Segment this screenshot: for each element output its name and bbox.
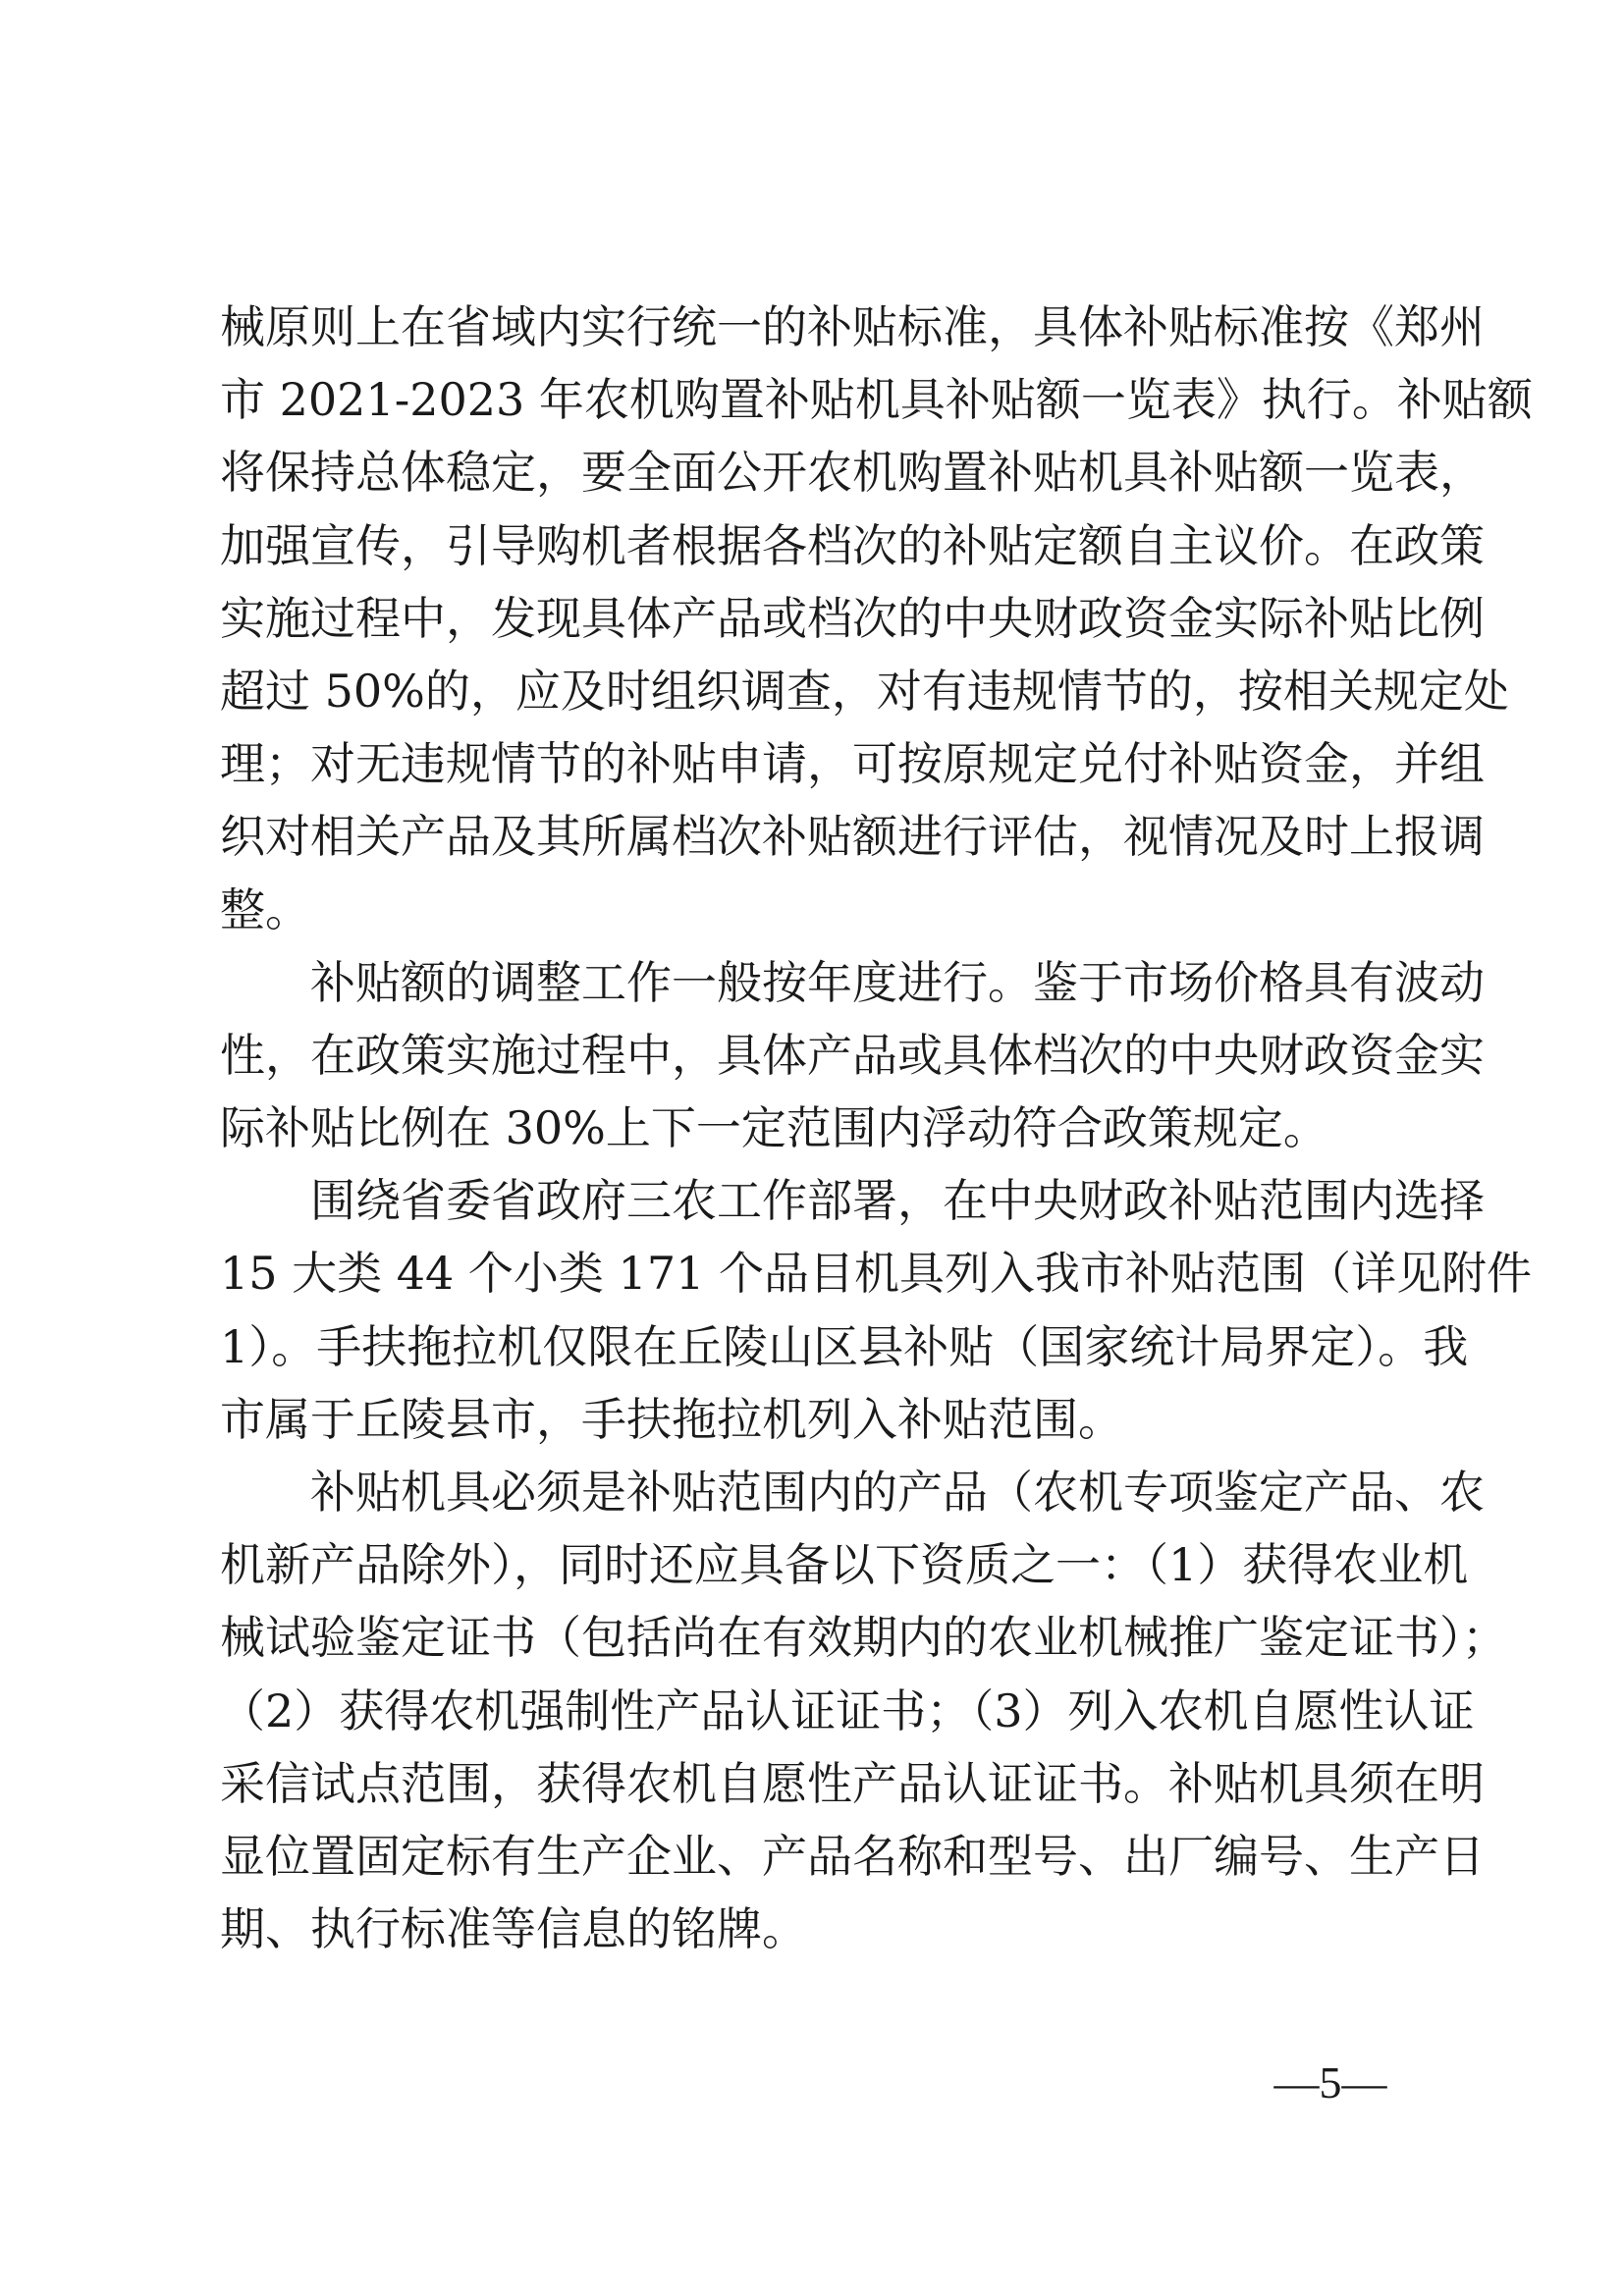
text-line: 将保持总体稳定，要全面公开农机购置补贴机具补贴额一览表， — [220, 446, 1485, 500]
text-line: 市属于丘陵县市，手扶拖拉机列入补贴范围。 — [220, 1392, 1123, 1446]
text-line: （2）获得农机强制性产品认证证书；（3）列入农机自愿性认证 — [220, 1683, 1475, 1737]
text-line: 理；对无违规情节的补贴申请，可按原规定兑付补贴资金，并组 — [220, 737, 1485, 791]
text-line: 织对相关产品及其所属档次补贴额进行评估，视情况及时上报调 — [220, 810, 1485, 864]
text-line: 围绕省委省政府三农工作部署，在中央财政补贴范围内选择 — [310, 1174, 1485, 1228]
text-line: 补贴机具必须是补贴范围内的产品（农机专项鉴定产品、农 — [310, 1466, 1485, 1519]
text-line: 械试验鉴定证书（包括尚在有效期内的农业机械推广鉴定证书）； — [220, 1611, 1507, 1665]
text-line: 1）。手扶拖拉机仅限在丘陵山区县补贴（国家统计局界定）。我 — [220, 1319, 1469, 1373]
text-line: 超过 50%的，应及时组织调查，对有违规情节的，按相关规定处 — [220, 664, 1509, 718]
page-number: —5— — [1273, 2057, 1387, 2108]
text-line: 15 大类 44 个小类 171 个品目机具列入我市补贴范围（详见附件 — [220, 1247, 1532, 1301]
text-line: 机新产品除外），同时还应具备以下资质之一：（1）获得农业机 — [220, 1538, 1469, 1592]
text-line: 整。 — [220, 882, 310, 936]
text-line: 采信试点范围，获得农机自愿性产品认证证书。补贴机具须在明 — [220, 1756, 1485, 1810]
text-line: 性，在政策实施过程中，具体产品或具体档次的中央财政资金实 — [220, 1028, 1485, 1082]
text-line: 显位置固定标有生产企业、产品名称和型号、出厂编号、生产日 — [220, 1829, 1485, 1883]
text-line: 械原则上在省域内实行统一的补贴标准，具体补贴标准按《郑州 — [220, 300, 1485, 353]
text-line: 期、执行标准等信息的铭牌。 — [220, 1902, 807, 1956]
text-line: 加强宣传，引导购机者根据各档次的补贴定额自主议价。在政策 — [220, 518, 1485, 572]
body-text — [220, 291, 1533, 1965]
text-line: 市 2021-2023 年农机购置补贴机具补贴额一览表》执行。补贴额 — [220, 373, 1533, 427]
text-line: 实施过程中，发现具体产品或档次的中央财政资金实际补贴比例 — [220, 591, 1485, 645]
text-line: 际补贴比例在 30%上下一定范围内浮动符合政策规定。 — [220, 1101, 1328, 1155]
text-line: 补贴额的调整工作一般按年度进行。鉴于市场价格具有波动 — [310, 955, 1485, 1009]
